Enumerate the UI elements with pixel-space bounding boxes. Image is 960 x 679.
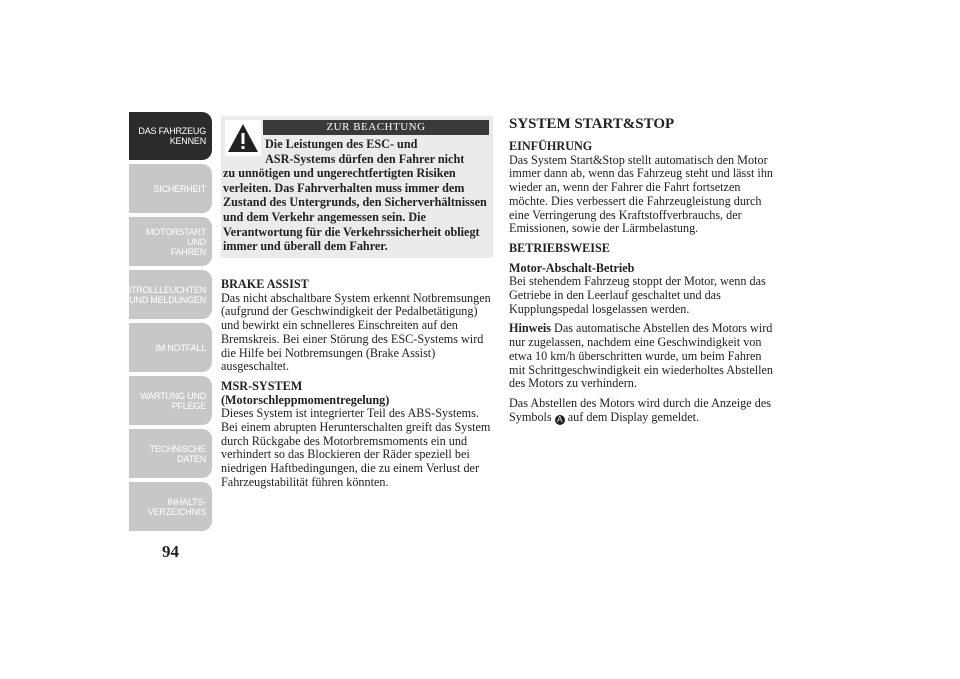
hint-text: Das automatische Abstellen des Motors wird nur zugelassen, nachdem eine Geschwindigkeit von etwa 10 km/h überschritten wurde, um beim Fahren mit Schrittgeschwindigkeit ein wiederholtes Abstellen des Motors zu verhindern.	[509, 321, 774, 391]
page-number: 94	[162, 542, 179, 561]
warning-box	[221, 116, 493, 258]
tab-im-notfall[interactable]: IM NOTFALL	[129, 323, 212, 372]
tab-technische-daten[interactable]: TECHNISCHE DATEN	[129, 429, 212, 478]
tab-wartung-und-pflege[interactable]: WARTUNG UND PFLEGE	[129, 376, 212, 425]
warning-line-1: Die Leistungen des ESC- und	[265, 137, 418, 151]
engine-stop-text: Bei stehendem Fahrzeug stoppt der Motor, wenn das Getriebe in den Leerlauf geschaltet und das Kupplungspedal losgelassen werden.	[509, 274, 766, 316]
warning-title: ZUR BEACHTUNG	[263, 120, 489, 135]
mode-heading: BETRIEBSWEISE	[509, 240, 610, 255]
display-text-after: auf dem Display gemeldet.	[567, 409, 700, 424]
warning-line-rest: zu unnötigen und ungerechtfertigten Risiken verleiten. Das Fahrverhalten muss immer dem Zustand des Untergrunds, den Sicherverhältnissen und dem Verkehr angemessen sein. Die Verantwortung für die Verkehrssicherheit obliegt immer und überall dem Fahrer.	[223, 166, 487, 254]
right-column	[509, 116, 775, 425]
engine-stop-heading: Motor-Abschalt-Betrieb	[509, 260, 635, 275]
section-title: SYSTEM START&STOP	[509, 116, 675, 132]
warning-line-2: ASR-Systems dürfen den Fahrer nicht	[265, 151, 465, 166]
start-stop-symbol-icon: A	[555, 415, 565, 425]
tab-kontrollleuchten[interactable]: KONTROLLLEUCHTEN UND MELDUNGEN	[129, 270, 212, 319]
brake-assist-heading: BRAKE ASSIST	[221, 277, 309, 291]
msr-subheading: (Motorschleppmomentregelung)	[221, 392, 390, 407]
chapter-sidebar	[112, 112, 212, 535]
warning-text	[223, 137, 491, 254]
msr-text: Dieses System ist integrierter Teil des ABS-Systems. Bei einem abrupten Herunterschalten greift das System durch Rückgabe des Motorbremsmoments ein und verhindert so das Blockieren der Räder speziell bei niedrigen Haftbedingungen, die zu einem Verlust der Fahrzeugstabilität führen könnten.	[221, 406, 491, 489]
msr-heading: MSR-SYSTEM	[221, 378, 303, 393]
hint-paragraph	[509, 322, 775, 391]
display-paragraph	[509, 397, 775, 425]
tab-inhaltsverzeichnis[interactable]: INHALTS- VERZEICHNIS	[129, 482, 212, 531]
hint-label: Hinweis	[509, 321, 551, 336]
brake-assist-text: Das nicht abschaltbare System erkennt Notbremsungen (aufgrund der Geschwindigkeit der Pedalbetätigung) und bewirkt ein schnelleres Einschreiten auf den Bremskreis. Bei einer Störung des ESC-Systems wird die Hilfe bei Notbremsungen (Brake Assist) ausgeschaltet.	[221, 290, 491, 374]
tab-sicherheit[interactable]: SICHERHEIT	[129, 164, 212, 213]
intro-text: Das System Start&Stop stellt automatisch den Motor immer dann ab, wenn das Fahrzeug steht und lässt ihn wieder an, wenn der Fahrer die Fahrt fortsetzen möchte. Dies verbessert die Fahrzeugleistung durch eine Verringerung des Kraftstoffverbrauchs, der Emissionen, sowie der Lärmbelastung.	[509, 152, 774, 236]
display-text-before: Das Abstellen des Motors wird durch die Anzeige des Symbols	[509, 395, 771, 424]
tab-motorstart-und-fahren[interactable]: MOTORSTART UND FAHREN	[129, 217, 212, 266]
tab-das-fahrzeug-kennen[interactable]: DAS FAHRZEUG KENNEN	[129, 112, 212, 160]
intro-heading: EINFÜHRUNG	[509, 139, 593, 153]
left-column	[221, 116, 493, 490]
